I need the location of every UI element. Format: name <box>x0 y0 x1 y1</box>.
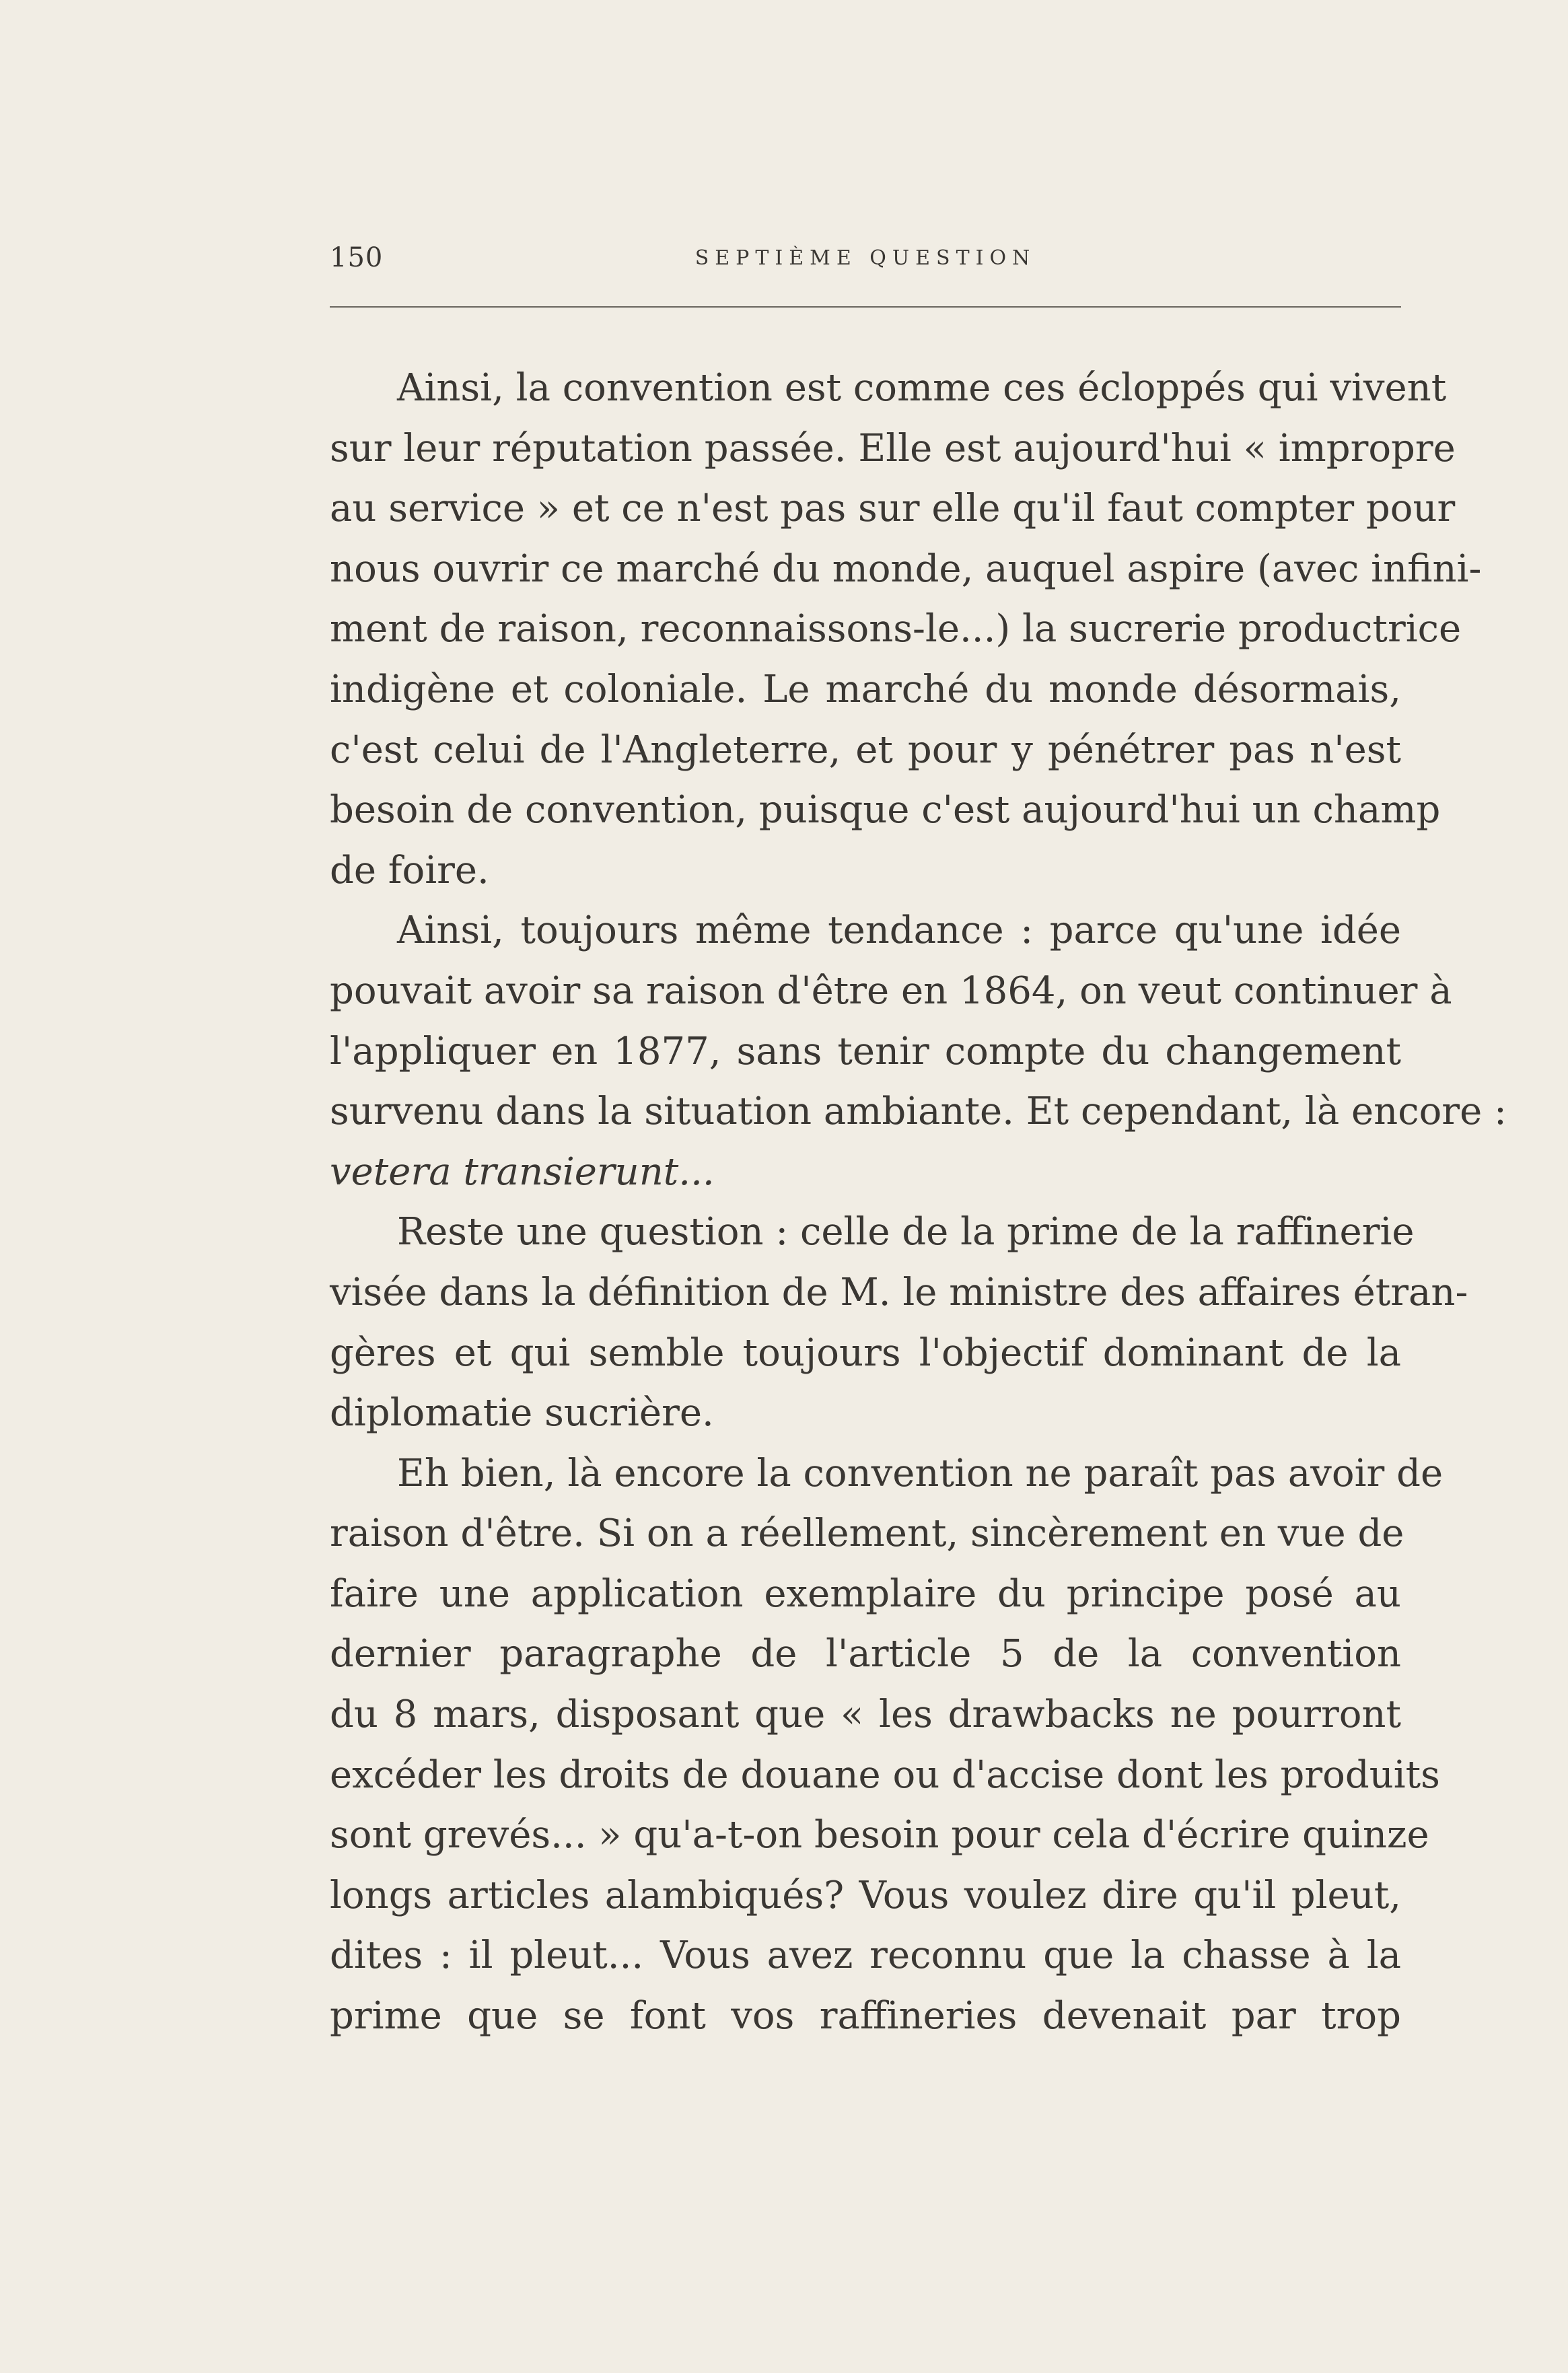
text-line: nous ouvrir ce marché du monde, auquel aspire (avec infini- <box>330 546 1482 591</box>
paragraph-2 <box>330 900 1507 1202</box>
paragraph-4 <box>330 1444 1444 2047</box>
text-line: dites : il pleut... Vous avez reconnu que la chasse à la <box>330 1934 1401 1978</box>
text-line: longs articles alambiqués? Vous voulez dire qu'il pleut, <box>330 1873 1401 1917</box>
text-line: besoin de convention, puisque c'est aujourd'hui un champ <box>330 788 1441 833</box>
latin-quote: vetera transierunt... <box>330 1149 715 1194</box>
text-line: sont grevés... » qu'a-t-on besoin pour cela d'écrire quinze <box>330 1813 1429 1857</box>
text-line: visée dans la définition de M. le ministre des affaires étran- <box>330 1270 1468 1314</box>
page-header <box>330 242 1401 283</box>
text-line: c'est celui de l'Angleterre, et pour y pénétrer pas n'est <box>330 728 1401 772</box>
text-line: pouvait avoir sa raison d'être en 1864, on veut continuer à <box>330 968 1452 1013</box>
text-line: sur leur réputation passée. Elle est aujourd'hui « impropre <box>330 426 1456 470</box>
text-line: diplomatie sucrière. <box>330 1391 714 1436</box>
text-line: ment de raison, reconnaissons-le...) la sucrerie productrice <box>330 607 1462 651</box>
text-line-italic <box>330 1142 1401 1203</box>
text-line: survenu dans la situation ambiante. Et cependant, là encore : <box>330 1090 1507 1134</box>
text-line: au service » et ce n'est pas sur elle qu'il faut compter pour <box>330 487 1456 531</box>
text-line: dernier paragraphe de l'article 5 de la convention <box>330 1632 1401 1676</box>
paragraph-1 <box>330 358 1482 900</box>
text-line: prime que se font vos raffineries devenait par trop <box>330 1994 1401 2039</box>
text-line: du 8 mars, disposant que « les drawbacks ne pourront <box>330 1693 1401 1737</box>
text-line: l'appliquer en 1877, sans tenir compte du changement <box>330 1029 1401 1073</box>
header-rule <box>330 306 1401 308</box>
text-line: gères et qui semble toujours l'objectif dominant de la <box>330 1331 1401 1375</box>
body-text <box>330 358 1507 2047</box>
text-line: raison d'être. Si on a réellement, sincèrement en vue de <box>330 1512 1404 1556</box>
paragraph-3 <box>330 1202 1468 1443</box>
text-line: de foire. <box>330 848 489 892</box>
page-number: 150 <box>330 242 384 273</box>
text-line: excéder les droits de douane ou d'accise dont les produits <box>330 1752 1440 1797</box>
text-line: Eh bien, là encore la convention ne paraît pas avoir de <box>397 1451 1444 1495</box>
text-line: Reste une question : celle de la prime de la raffinerie <box>397 1210 1415 1254</box>
running-title: SEPTIÈME QUESTION <box>694 246 1036 270</box>
text-line: indigène et coloniale. Le marché du monde désormais, <box>330 667 1401 711</box>
text-line: Ainsi, toujours même tendance : parce qu'une idée <box>397 909 1401 953</box>
text-line: Ainsi, la convention est comme ces écloppés qui vivent <box>397 366 1447 410</box>
text-line: faire une application exemplaire du principe posé au <box>330 1571 1401 1616</box>
